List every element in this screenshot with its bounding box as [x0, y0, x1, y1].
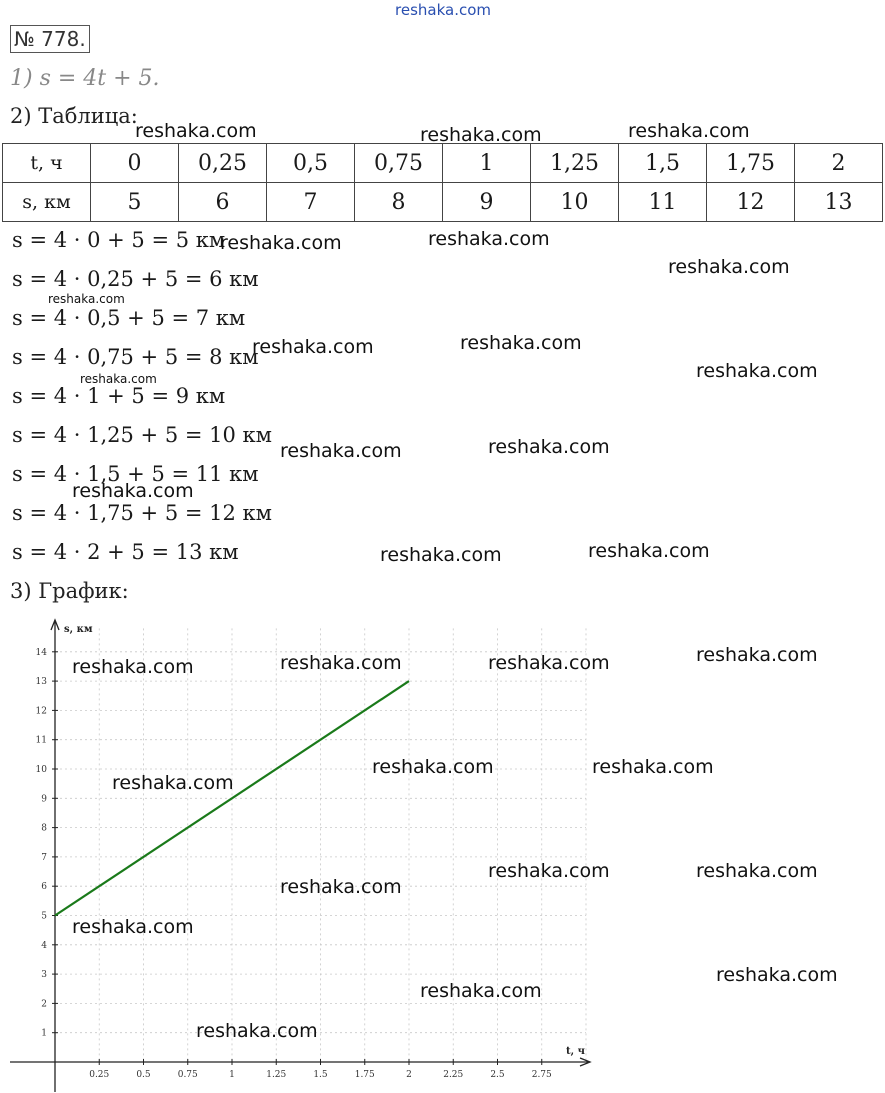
watermark[interactable]: reshaka.com: [588, 540, 710, 562]
y-tick-label: 6: [41, 882, 47, 893]
watermark[interactable]: reshaka.com: [280, 440, 402, 462]
table-cell: 7: [267, 183, 355, 222]
problem-number: № 778.: [10, 25, 90, 53]
x-tick-label: 1: [229, 1070, 235, 1080]
table-header-s: s, км: [3, 183, 91, 222]
part1-formula: 1) s = 4t + 5.: [10, 66, 160, 91]
watermark[interactable]: reshaka.com: [420, 124, 542, 146]
site-header[interactable]: reshaka.com: [395, 1, 491, 19]
table-cell: 10: [531, 183, 619, 222]
watermark[interactable]: reshaka.com: [696, 860, 818, 882]
part2-title: 2) Таблица:: [10, 104, 138, 128]
table-cell: 2: [795, 144, 883, 183]
table-cell: 9: [443, 183, 531, 222]
chart-tick-labels: [36, 648, 552, 1080]
x-tick-label: 1.25: [266, 1070, 287, 1080]
x-tick-label: 0.75: [177, 1070, 198, 1080]
y-tick-label: 2: [41, 999, 47, 1010]
calc-line: s = 4 · 1,75 + 5 = 12 км: [12, 501, 272, 525]
table-cell: 0,75: [355, 144, 443, 183]
x-axis-label: t, ч: [566, 1046, 585, 1057]
calc-line: s = 4 · 1,5 + 5 = 11 км: [12, 462, 259, 486]
y-tick-label: 14: [35, 647, 47, 658]
calc-line: s = 4 · 0,75 + 5 = 8 км: [12, 345, 259, 369]
x-tick-label: 0.5: [136, 1070, 151, 1080]
table-cell: 6: [179, 183, 267, 222]
watermark[interactable]: reshaka.com: [488, 436, 610, 458]
table-cell: 1,25: [531, 144, 619, 183]
y-tick-label: 4: [41, 940, 47, 951]
table-cell: 5: [91, 183, 179, 222]
x-tick-label: 2.5: [490, 1070, 505, 1080]
y-axis-label: s, км: [64, 624, 93, 635]
y-tick-label: 11: [35, 735, 47, 746]
x-tick-label: 2.75: [531, 1070, 552, 1080]
table-cell: 1: [443, 144, 531, 183]
watermark[interactable]: reshaka.com: [48, 292, 125, 306]
calc-line: s = 4 · 1 + 5 = 9 км: [12, 384, 226, 408]
table-cell: 13: [795, 183, 883, 222]
watermark[interactable]: reshaka.com: [696, 644, 818, 666]
table-cell: 0,5: [267, 144, 355, 183]
watermark[interactable]: reshaka.com: [72, 656, 194, 678]
table-cell: 11: [619, 183, 707, 222]
watermark[interactable]: reshaka.com: [372, 756, 494, 778]
y-tick-label: 3: [41, 970, 47, 981]
y-tick-label: 10: [35, 765, 47, 775]
watermark[interactable]: reshaka.com: [280, 652, 402, 674]
y-tick-label: 12: [35, 706, 47, 717]
table-header-t: t, ч: [3, 144, 91, 183]
watermark[interactable]: reshaka.com: [716, 964, 838, 986]
watermark[interactable]: reshaka.com: [668, 256, 790, 278]
watermark[interactable]: reshaka.com: [696, 360, 818, 382]
table-cell: 12: [707, 183, 795, 222]
calc-line: s = 4 · 0 + 5 = 5 км: [12, 228, 226, 252]
table-cell: 8: [355, 183, 443, 222]
x-tick-label: 0.25: [89, 1070, 110, 1080]
y-tick-label: 9: [41, 794, 47, 805]
watermark[interactable]: reshaka.com: [72, 916, 194, 938]
table-cell: 0,25: [179, 144, 267, 183]
watermark[interactable]: reshaka.com: [196, 1020, 318, 1042]
watermark[interactable]: reshaka.com: [488, 652, 610, 674]
watermark[interactable]: reshaka.com: [380, 544, 502, 566]
watermark[interactable]: reshaka.com: [72, 480, 194, 502]
watermark[interactable]: reshaka.com: [252, 336, 374, 358]
y-tick-label: 1: [41, 1028, 47, 1039]
y-tick-label: 7: [41, 852, 47, 863]
watermark[interactable]: reshaka.com: [80, 372, 157, 386]
y-tick-label: 13: [35, 677, 47, 688]
x-tick-label: 2: [406, 1070, 412, 1080]
table-cell: 0: [91, 144, 179, 183]
calc-line: s = 4 · 0,25 + 5 = 6 км: [12, 267, 259, 291]
watermark[interactable]: reshaka.com: [460, 332, 582, 354]
y-tick-label: 8: [41, 823, 47, 834]
watermark[interactable]: reshaka.com: [428, 228, 550, 250]
x-tick-label: 2.25: [443, 1070, 464, 1080]
x-tick-label: 1.75: [354, 1070, 375, 1080]
watermark[interactable]: reshaka.com: [488, 860, 610, 882]
part3-title: 3) График:: [10, 579, 129, 603]
watermark[interactable]: reshaka.com: [592, 756, 714, 778]
watermark[interactable]: reshaka.com: [420, 980, 542, 1002]
watermark[interactable]: reshaka.com: [135, 120, 257, 142]
y-tick-label: 5: [41, 911, 47, 922]
calc-line: s = 4 · 1,25 + 5 = 10 км: [12, 423, 272, 447]
watermark[interactable]: reshaka.com: [220, 232, 342, 254]
calc-line: s = 4 · 2 + 5 = 13 км: [12, 540, 239, 564]
table-cell: 1,75: [707, 144, 795, 183]
watermark[interactable]: reshaka.com: [280, 876, 402, 898]
watermark[interactable]: reshaka.com: [628, 120, 750, 142]
calc-line: s = 4 · 0,5 + 5 = 7 км: [12, 306, 246, 330]
table-cell: 1,5: [619, 144, 707, 183]
watermark[interactable]: reshaka.com: [112, 772, 234, 794]
x-tick-label: 1.5: [313, 1070, 328, 1080]
